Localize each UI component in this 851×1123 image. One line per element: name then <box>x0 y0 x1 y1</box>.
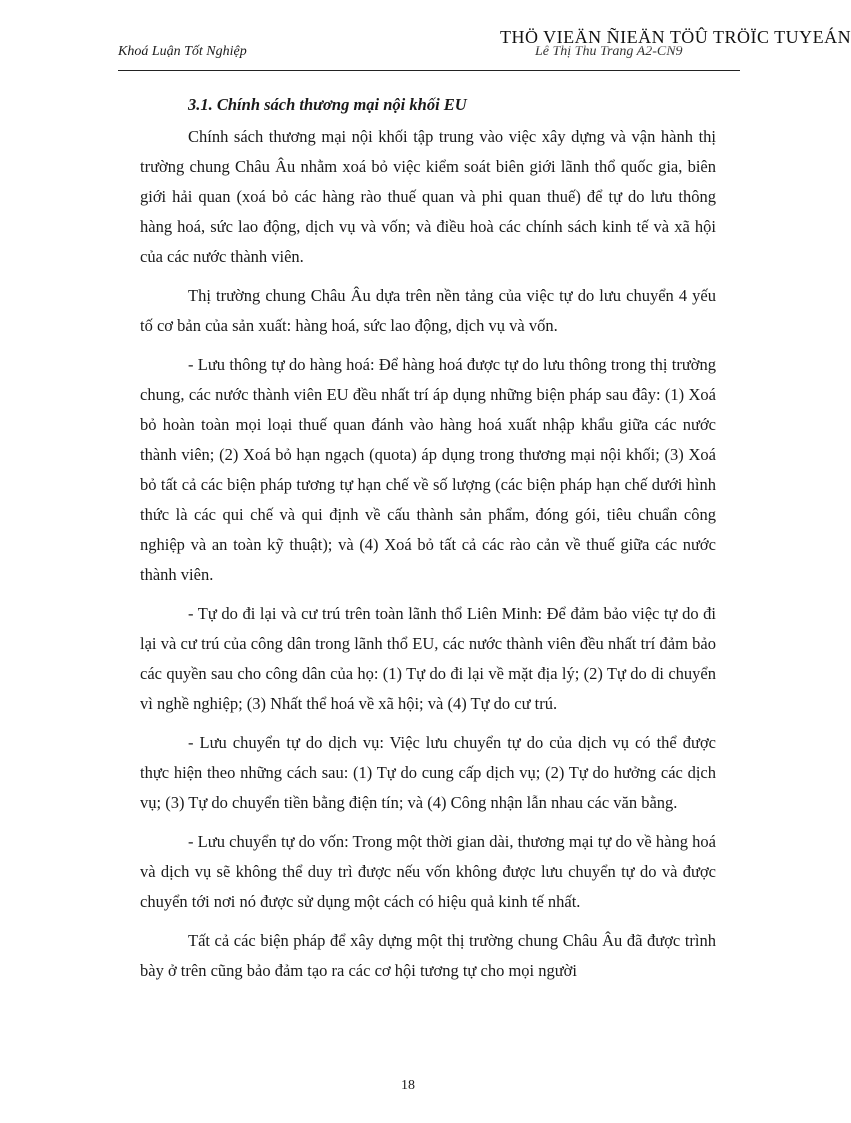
paragraph-common-market: Thị trường chung Châu Âu dựa trên nền tảng của việc tự do lưu chuyển 4 yếu tố cơ bản của sản xuất: hàng hoá, sức lao động, dịch vụ và vốn. <box>140 286 716 335</box>
paragraph-goods: - Lưu thông tự do hàng hoá: Để hàng hoá được tự do lưu thông trong thị trường chung, các nước thành viên EU đều nhất trí áp dụng những biện pháp sau đây: (1) Xoá bỏ hoàn toàn mọi loại thuế quan đánh vào hàng hoá xuất nhập khẩu giữa các nước thành viên; (2) Xoá bỏ hạn ngạch (quota) áp dụng trong thương mại nội khối; (3) Xoá bỏ tất cả các biện pháp tương tự hạn chế về số lượng (các biện pháp hạn chế dưới hình thức là các qui chế và qui định về cấu thành sản phẩm, đóng gói, tiêu chuẩn công nghiệp và an toàn kỹ thuật); và (4) Xoá bỏ tất cả các rào cản về thuế giữa các nước thành viên. <box>140 355 716 584</box>
page-body <box>140 88 716 995</box>
header-right-author: Lê Thị Thu Trang A2-CN9 <box>535 44 683 59</box>
paragraph-intro: Chính sách thương mại nội khối tập trung vào việc xây dựng và vận hành thị trường chung Châu Âu nhằm xoá bỏ việc kiểm soát biên giới lãnh thổ quốc gia, biên giới hải quan (xoá bỏ các hàng rào thuế quan và phi quan thuế) để tự do lưu thông hàng hoá, sức lao động, dịch vụ và vốn; và điều hoà các chính sách kinh tế và xã hội của các nước thành viên. <box>140 127 716 266</box>
paragraph-capital: - Lưu chuyển tự do vốn: Trong một thời gian dài, thương mại tự do về hàng hoá và dịch vụ sẽ không thể duy trì được nếu vốn không được lưu chuyển tự do và được chuyển tới nơi nó được sử dụng một cách có hiệu quả kinh tế nhất. <box>140 832 716 911</box>
watermark-text: THÖ VIEÄN ÑIEÄN TÖÛ TRÖÏC TUYEÁN <box>500 27 851 47</box>
page-number: 18 <box>401 1078 415 1093</box>
paragraph-conclusion: Tất cả các biện pháp để xây dựng một thị trường chung Châu Âu đã được trình bày ở trên cũng bảo đảm tạo ra các cơ hội tương tự cho mọi người <box>140 931 716 980</box>
section-heading: 3.1. Chính sách thương mại nội khối EU <box>188 95 467 114</box>
header-left-title: Khoá Luận Tốt Nghiệp <box>118 44 247 59</box>
paragraph-movement: - Tự do đi lại và cư trú trên toàn lãnh thổ Liên Minh: Để đảm bảo việc tự do đi lại và cư trú của công dân trong lãnh thổ EU, các nước thành viên đều nhất trí đảm bảo các quyền sau cho công dân của họ: (1) Tự do đi lại về mặt địa lý; (2) Tự do di chuyển vì nghề nghiệp; (3) Nhất thể hoá về xã hội; và (4) Tự do cư trú. <box>140 604 716 713</box>
paragraph-services: - Lưu chuyển tự do dịch vụ: Việc lưu chuyển tự do của dịch vụ có thể được thực hiện theo những cách sau: (1) Tự do cung cấp dịch vụ; (2) Tự do hưởng các dịch vụ; (3) Tự do chuyển tiền bằng điện tín; và (4) Công nhận lẫn nhau các văn bằng. <box>140 733 716 812</box>
header-divider <box>118 70 740 71</box>
